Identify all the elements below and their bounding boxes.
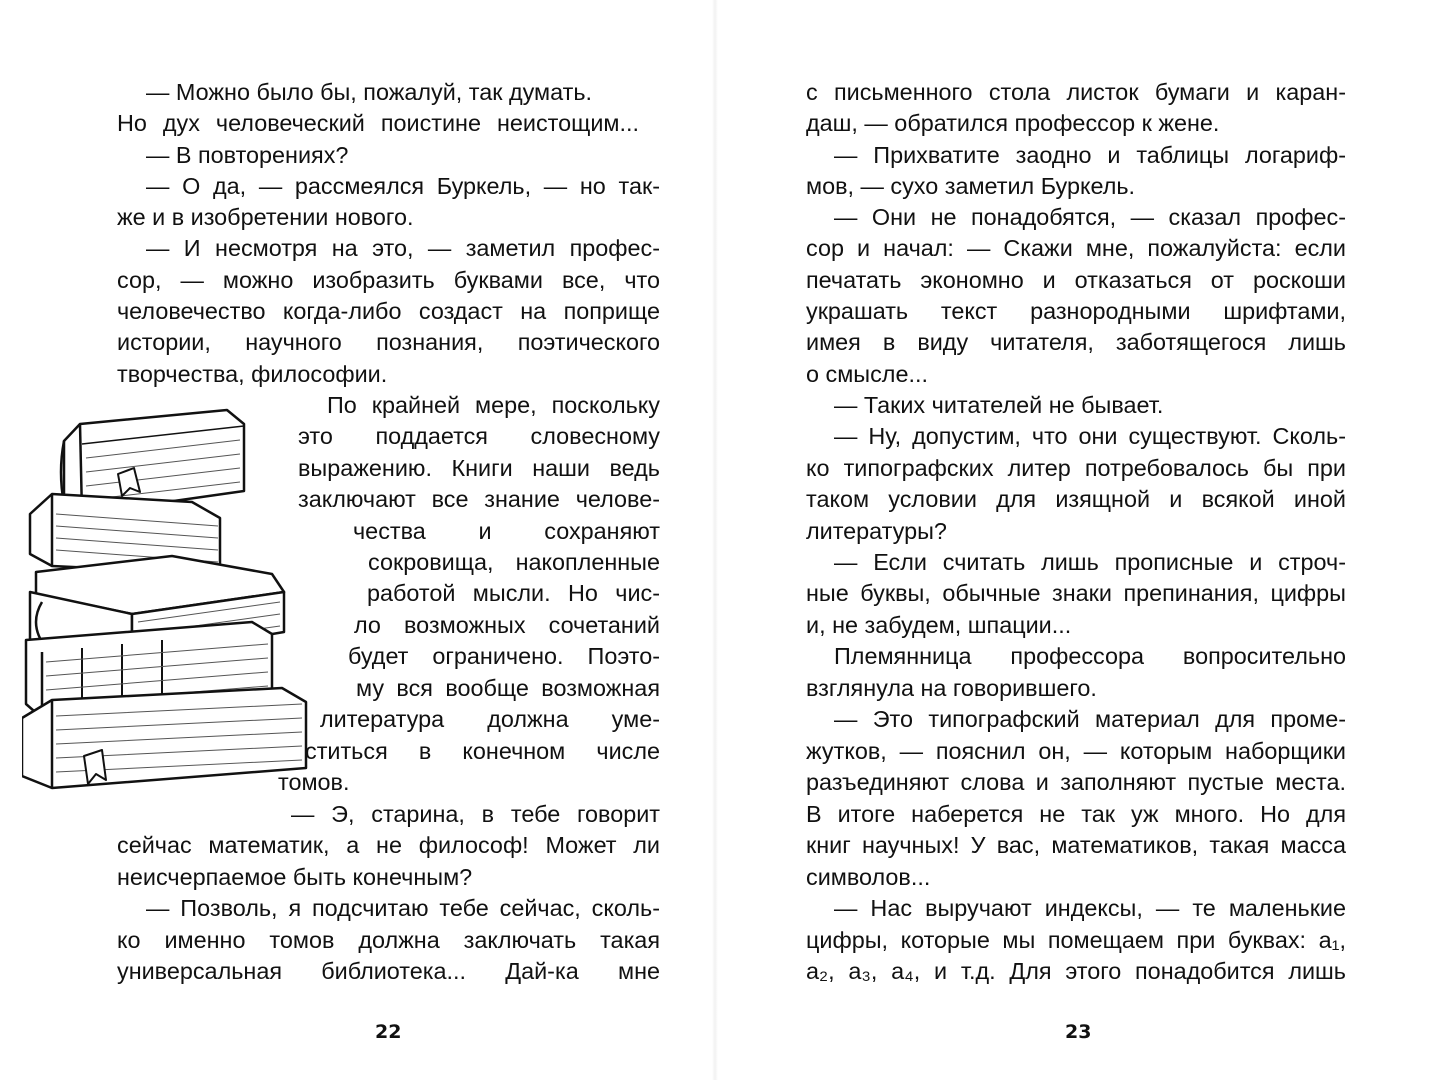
- text-line: универсальная библиотека... Дай-ка мне: [117, 958, 660, 984]
- left-page: [0, 0, 715, 1080]
- text-line: — Можно было бы, пожалуй, так думать.: [146, 79, 593, 105]
- text-line: му вся вообще возможная: [356, 675, 660, 701]
- stack-of-books-illustration: [22, 396, 314, 814]
- text-line: неисчерпаемое быть конечным?: [117, 864, 473, 890]
- text-line: ститься в конечном числе: [305, 738, 660, 764]
- text-line: — Прихватите заодно и таблицы логариф-: [834, 142, 1346, 168]
- text-line: имея в виду читателя, заботящегося лишь: [806, 329, 1346, 355]
- text-line: В итоге наберется не так уж много. Но для: [806, 801, 1346, 827]
- text-line: — Нас выручают индексы, — те маленькие: [834, 895, 1346, 921]
- text-line: о смысле...: [806, 361, 928, 387]
- page-number: 22: [375, 1021, 402, 1043]
- text-line: сор, — можно изобразить буквами все, что: [117, 267, 660, 293]
- text-line: цифры, которые мы помещаем при буквах: a₁,: [806, 927, 1346, 953]
- text-line: истории, научного познания, поэтического: [117, 329, 660, 355]
- text-line: будет ограничено. Поэто-: [348, 643, 660, 669]
- text-line: — О да, — рассмеялся Буркель, — но так-: [146, 173, 660, 199]
- text-line: творчества, философии.: [117, 361, 388, 387]
- text-line: — Ну, допустим, что они существуют. Сколь-: [834, 423, 1346, 449]
- page-number: 23: [1065, 1021, 1092, 1043]
- text-line: — Если считать лишь прописные и строч-: [834, 549, 1346, 575]
- text-line: Но дух человеческий поистине неистощим...: [117, 110, 639, 136]
- text-line: — Они не понадобятся, — сказал профес-: [834, 204, 1346, 230]
- text-line: мов, — сухо заметил Буркель.: [806, 173, 1136, 199]
- text-line: литературы?: [806, 518, 947, 544]
- text-line: символов...: [806, 864, 931, 890]
- text-line: выражению. Книги наши ведь: [298, 455, 660, 481]
- text-line: — В повторениях?: [146, 142, 349, 168]
- text-line: По крайней мере, поскольку: [327, 392, 660, 418]
- right-page: [715, 0, 1431, 1080]
- text-line: же и в изобретении нового.: [117, 204, 414, 230]
- text-line: — Э, старина, в тебе говорит: [291, 801, 660, 827]
- text-line: чества и сохраняют: [353, 518, 660, 544]
- text-line: книг научных! У вас, математиков, такая масса: [806, 832, 1346, 858]
- text-line: с письменного стола листок бумаги и каран-: [806, 79, 1346, 105]
- text-line: — Таких читателей не бывает.: [834, 392, 1164, 418]
- text-line: — Позволь, я подсчитаю тебе сейчас, сколь-: [146, 895, 660, 921]
- text-line: ные буквы, обычные знаки препинания, цифры: [806, 580, 1346, 606]
- text-line: украшать текст разнородными шрифтами,: [806, 298, 1346, 324]
- text-line: сор и начал: — Скажи мне, пожалуйста: если: [806, 235, 1346, 261]
- text-line: взглянула на говорившего.: [806, 675, 1097, 701]
- text-line: ко именно томов должна заключать такая: [117, 927, 660, 953]
- text-line: заключают все знание челове-: [298, 486, 660, 512]
- text-line: сокровища, накопленные: [368, 549, 660, 575]
- text-line: литература должна уме-: [320, 706, 660, 732]
- text-line: даш, — обратился профессор к жене.: [806, 110, 1220, 136]
- text-line: это поддается словесному: [298, 423, 660, 449]
- text-line: Племянница профессора вопросительно: [834, 643, 1346, 669]
- text-line: разъединяют слова и заполняют пустые места.: [806, 769, 1346, 795]
- text-line: — И несмотря на это, — заметил профес-: [146, 235, 660, 261]
- text-line: жутков, — пояснил он, — которым наборщики: [806, 738, 1346, 764]
- text-line: работой мысли. Но чис-: [367, 580, 660, 606]
- text-line: таком условии для изящной и всякой иной: [806, 486, 1346, 512]
- text-line: и, не забудем, шпации...: [806, 612, 1072, 638]
- text-line: томов.: [278, 769, 350, 795]
- text-line: a₂, a₃, a₄, и т.д. Для этого понадобится лишь: [806, 958, 1346, 984]
- text-line: ко типографских литер потребовалось бы при: [806, 455, 1346, 481]
- text-line: ло возможных сочетаний: [354, 612, 660, 638]
- text-line: — Это типографский материал для проме-: [834, 706, 1346, 732]
- text-line: сейчас математик, а не философ! Может ли: [117, 832, 660, 858]
- text-line: человечество когда-либо создаст на поприще: [117, 298, 660, 324]
- text-line: печатать экономно и отказаться от роскоши: [806, 267, 1346, 293]
